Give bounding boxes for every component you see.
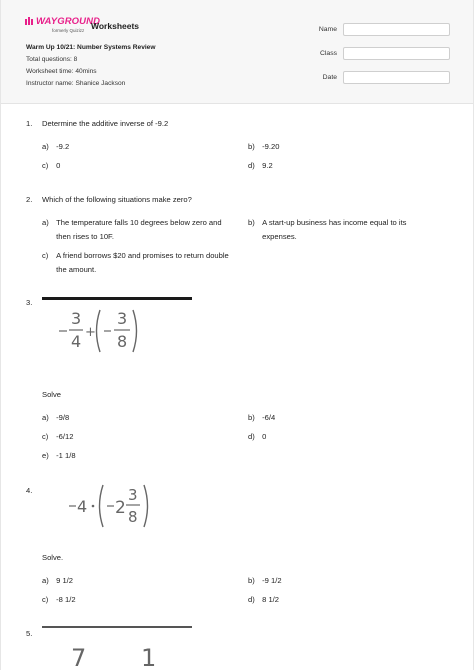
option-text: 8 1/2: [262, 595, 280, 604]
numerator-1: 3: [71, 309, 82, 328]
option-c[interactable]: [42, 159, 60, 173]
mixed-numerator: 3: [128, 486, 138, 504]
option-text: The temperature falls 10 degrees below zero and then rises to 10F.: [56, 218, 222, 241]
option-text: 9 1/2: [56, 576, 74, 585]
option-text: -9.2: [56, 142, 70, 151]
image-top-rule: [42, 297, 192, 300]
option-c[interactable]: [42, 249, 234, 277]
option-a[interactable]: [42, 411, 69, 425]
logo-subtext: formerly Quizizz: [52, 28, 85, 33]
multiplier: 4: [77, 497, 88, 516]
option-d[interactable]: [248, 159, 273, 173]
option-b[interactable]: [248, 574, 282, 588]
option-c[interactable]: [42, 593, 76, 607]
numerator-2: 1: [141, 644, 157, 670]
option-b[interactable]: [248, 140, 279, 154]
option-letter: a): [42, 142, 49, 151]
instructor-name: Instructor name: Shanice Jackson: [26, 80, 126, 87]
math-expression-image: [69, 640, 169, 670]
wayground-logo: [25, 16, 101, 36]
option-d[interactable]: [248, 593, 279, 607]
question-text: Solve: [42, 390, 61, 399]
question-number: 3.: [26, 298, 33, 307]
image-top-rule: [42, 626, 192, 628]
option-letter: a): [42, 413, 49, 422]
mixed-denominator: 8: [128, 508, 138, 526]
question-text: Solve.: [42, 553, 64, 562]
name-label: Name: [318, 26, 337, 33]
option-letter: c): [42, 595, 49, 604]
option-text: A friend borrows $20 and promises to return double the amount.: [56, 251, 229, 274]
option-text: 9.2: [262, 161, 273, 170]
logo-wordmark: WAYGROUND: [36, 16, 101, 27]
question-text: Determine the additive inverse of -9.2: [42, 119, 169, 128]
class-label: Class: [320, 50, 337, 57]
math-expression-image: [55, 306, 145, 356]
option-text: -6/12: [56, 432, 74, 441]
date-field[interactable]: [343, 71, 450, 84]
date-label: Date: [322, 74, 337, 81]
option-letter: b): [248, 413, 255, 422]
question-number: 2.: [26, 195, 33, 204]
option-text: -9/8: [56, 413, 70, 422]
math-expression-image: [67, 482, 157, 530]
option-text: -1 1/8: [56, 451, 76, 460]
option-text: A start-up business has income equal to its expenses.: [262, 218, 407, 241]
option-a[interactable]: [42, 140, 69, 154]
question-text: Which of the following situations make zero?: [42, 195, 192, 204]
option-letter: d): [248, 432, 255, 441]
app-name: Worksheets: [91, 21, 140, 31]
option-text: -9.20: [262, 142, 280, 151]
name-field[interactable]: [343, 23, 450, 36]
option-letter: c): [42, 432, 49, 441]
question-number: 4.: [26, 486, 33, 495]
option-letter: b): [248, 218, 255, 227]
option-b[interactable]: [248, 411, 275, 425]
option-letter: d): [248, 161, 255, 170]
option-text: -6/4: [262, 413, 276, 422]
option-d[interactable]: [248, 430, 266, 444]
option-text: 0: [262, 432, 267, 441]
class-field[interactable]: [343, 47, 450, 60]
option-text: -9 1/2: [262, 576, 282, 585]
question-number: 5.: [26, 629, 33, 638]
option-letter: b): [248, 142, 255, 151]
option-letter: c): [42, 161, 49, 170]
option-a[interactable]: [42, 574, 73, 588]
worksheet-title: Warm Up 10/21: Number Systems Review: [26, 44, 156, 51]
option-letter: b): [248, 576, 255, 585]
total-questions: Total questions: 8: [26, 56, 78, 63]
worksheet-header: [1, 0, 473, 104]
numerator-2: 3: [117, 309, 128, 328]
option-letter: a): [42, 576, 49, 585]
option-a[interactable]: [42, 216, 234, 244]
option-c[interactable]: [42, 430, 73, 444]
option-b[interactable]: [248, 216, 440, 244]
option-e[interactable]: [42, 449, 76, 463]
question-number: 1.: [26, 119, 33, 128]
option-letter: c): [42, 251, 49, 260]
option-text: 0: [56, 161, 61, 170]
worksheet-time: Worksheet time: 40mins: [26, 68, 97, 75]
option-letter: e): [42, 451, 49, 460]
mixed-whole: 2: [115, 498, 126, 518]
logo-mark-icon: [25, 17, 35, 26]
option-letter: d): [248, 595, 255, 604]
numerator-1: 7: [71, 644, 87, 670]
operator: +: [85, 325, 96, 340]
denominator-1: 4: [71, 332, 82, 351]
denominator-2: 8: [117, 332, 128, 351]
option-text: -8 1/2: [56, 595, 76, 604]
option-letter: a): [42, 218, 49, 227]
